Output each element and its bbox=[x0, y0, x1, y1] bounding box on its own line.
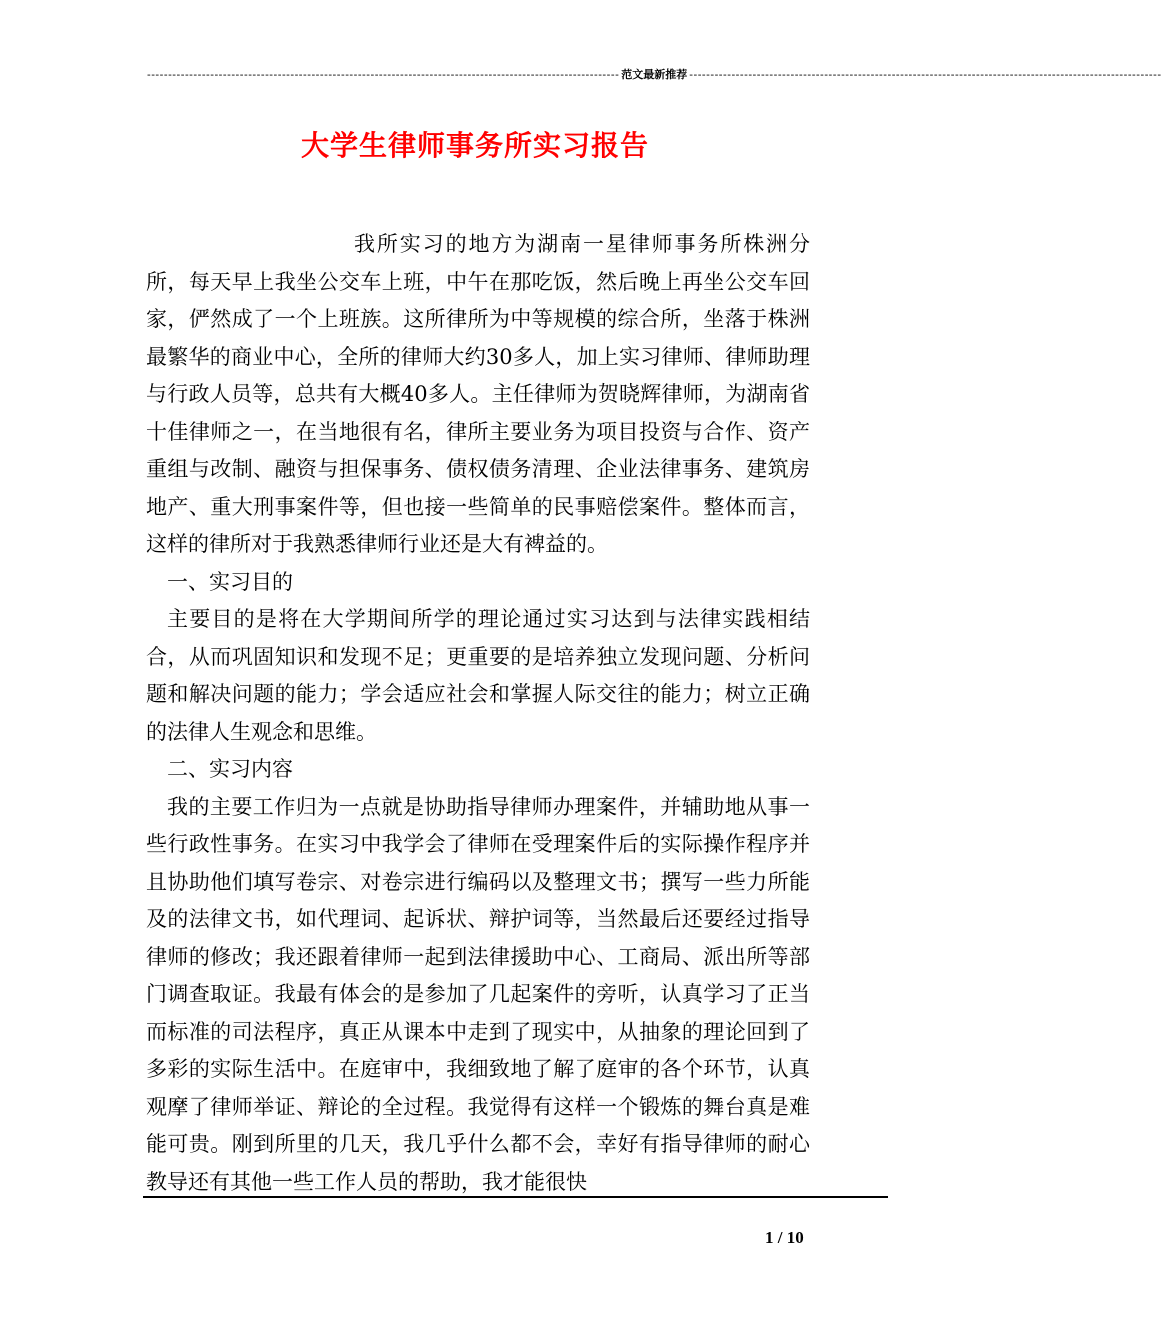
header-rule-right: ---------------------------------------------------------------------------------------------------------------- bbox=[689, 67, 1162, 81]
footer-rule bbox=[143, 1196, 888, 1198]
purpose-paragraph: 主要目的是将在大学期间所学的理论通过实习达到与法律实践相结合，从而巩固知识和发现不足；更重要的是培养独立发现问题、分析问题和解决问题的能力；学会适应社会和掌握人际交往的能力；树立正确的法律人生观念和思维。 bbox=[146, 607, 810, 744]
page-number: 1 / 10 bbox=[765, 1228, 804, 1247]
document-body bbox=[146, 226, 810, 1201]
header-rule-left: ---------------------------------------------------------------------------------------------------------------- bbox=[147, 67, 620, 81]
content-paragraph: 我的主要工作归为一点就是协助指导律师办理案件，并辅助地从事一些行政性事务。在实习中我学会了律师在受理案件后的实际操作程序并且协助他们填写卷宗、对卷宗进行编码以及整理文书；撰写一些力所能及的法律文书，如代理词、起诉状、辩护词等，当然最后还要经过指导律师的修改；我还跟着律师一起到法律援助中心、工商局、派出所等部门调查取证。我最有体会的是参加了几起案件的旁听，认真学习了正当而标准的司法程序，真正从课本中走到了现实中，从抽象的理论回到了多彩的实际生活中。在庭审中，我细致地了解了庭审的各个环节，认真观摩了律师举证、辩论的全过程。我觉得有这样一个锻炼的舞台真是难能可贵。刚到所里的几天，我几乎什么都不会，幸好有指导律师的耐心教导还有其他一些工作人员的帮助，我才能很快 bbox=[146, 794, 810, 1194]
section-heading-purpose: 一、实习目的 bbox=[167, 569, 293, 594]
page-header bbox=[147, 62, 1162, 86]
section-heading-content: 二、实习内容 bbox=[167, 757, 293, 781]
header-label: 范文最新推荐 bbox=[621, 68, 688, 81]
intro-paragraph: 我所实习的地方为湖南一星律师事务所株洲分所，每天早上我坐公交车上班，中午在那吃饭，然后晚上再坐公交车回家，俨然成了一个上班族。这所律所为中等规模的综合所，坐落于株洲最繁华的商业中心，全所的律师大约30多人，加上实习律师、律师助理与行政人员等，总共有大概40多人。主任律师为贺晓辉律师，为湖南省十佳律师之一，在当地很有名，律所主要业务为项目投资与合作、资产重组与改制、融资与担保事务、债权债务清理、企业法律事务、建筑房地产、重大刑事案件等，但也接一些简单的民事赔偿案件。整体而言，这样的律所对于我熟悉律师行业还是大有裨益的。 bbox=[146, 232, 810, 556]
document-title: 大学生律师事务所实习报告 bbox=[300, 129, 649, 162]
